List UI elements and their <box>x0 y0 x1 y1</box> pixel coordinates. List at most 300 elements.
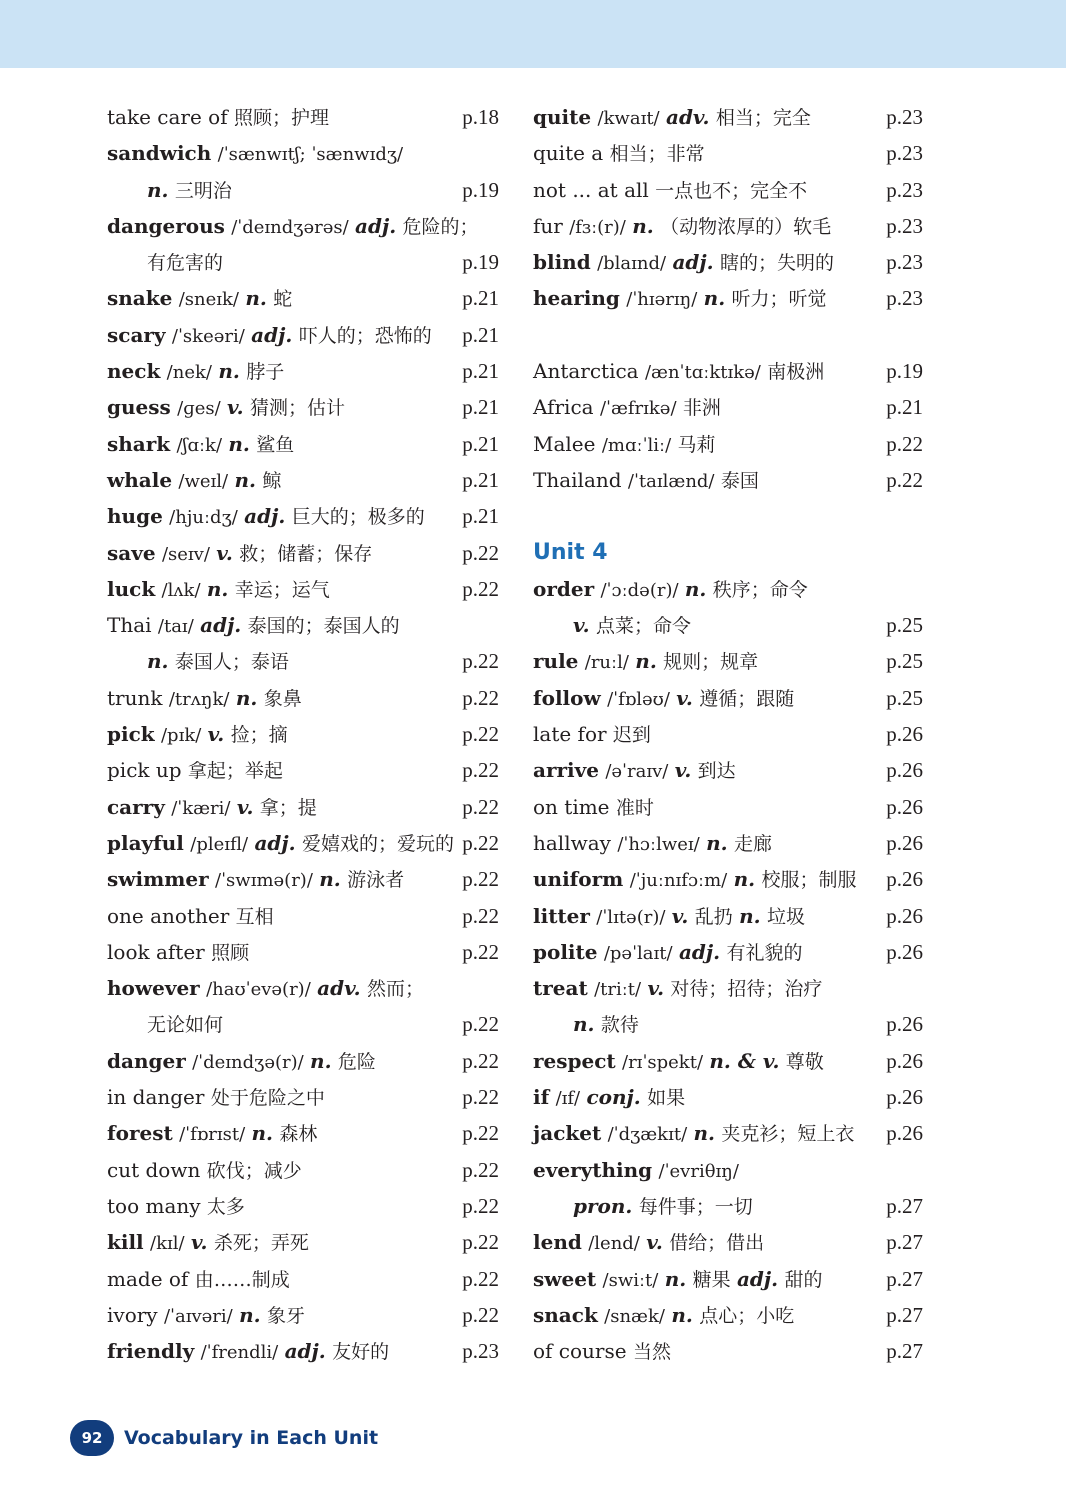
page-reference: p.23 <box>886 141 923 166</box>
page-reference: p.19 <box>462 250 499 275</box>
chinese-meaning: 无论如何 <box>147 1014 224 1037</box>
phonetic: /sneɪk/ <box>178 289 239 311</box>
vocab-entry <box>107 861 499 897</box>
part-of-speech: n. <box>245 286 267 311</box>
entry-text <box>107 498 425 536</box>
headword: fur <box>533 213 563 238</box>
chinese-meaning: 猜测；估计 <box>249 397 345 420</box>
page-reference: p.22 <box>462 830 499 855</box>
page-reference: p.26 <box>886 939 923 964</box>
part-of-speech: n. <box>228 431 250 456</box>
chinese-meaning: 有危害的 <box>147 252 224 275</box>
vocab-entry <box>107 571 499 607</box>
part-of-speech: n. <box>310 1048 332 1073</box>
page-reference: p.22 <box>462 649 499 674</box>
page-reference: p.21 <box>462 504 499 529</box>
phonetic: /snæk/ <box>604 1305 665 1327</box>
headword: neck <box>107 359 161 384</box>
page-reference: p.18 <box>462 105 499 129</box>
vocab-entry <box>107 1224 499 1260</box>
entry-text <box>533 861 856 899</box>
entry-text <box>107 898 274 935</box>
part-of-speech: n. <box>239 1302 261 1327</box>
headword: Africa <box>533 395 594 420</box>
vocab-entry <box>533 1224 923 1260</box>
entry-text <box>533 825 772 863</box>
part-of-speech: adv. <box>317 976 361 1001</box>
page-reference: p.21 <box>462 286 499 311</box>
vocab-entry <box>107 426 499 462</box>
entry-text <box>533 426 716 464</box>
vocab-entry <box>107 789 499 825</box>
chinese-meaning: 有礼貌的 <box>726 941 803 964</box>
vocab-entry <box>107 1079 499 1115</box>
headword: however <box>107 976 200 1001</box>
phonetic: /swiːt/ <box>602 1269 659 1291</box>
headword: Thai <box>107 613 152 638</box>
page-reference: p.23 <box>886 286 923 311</box>
chinese-meaning: 听力；听觉 <box>731 288 827 311</box>
part-of-speech: n. <box>206 576 229 601</box>
entry-text <box>107 825 454 863</box>
chinese-meaning: 瞎的；失明的 <box>719 252 834 275</box>
part-of-speech: n. & v. <box>709 1048 780 1073</box>
part-of-speech: n. <box>739 903 761 928</box>
headword: friendly <box>107 1339 195 1364</box>
part-of-speech: adj. <box>284 1339 326 1364</box>
chinese-meaning: 一点也不；完全不 <box>655 179 808 202</box>
phonetic: /ˈfrendli/ <box>200 1342 279 1364</box>
phonetic: /lʌk/ <box>161 579 201 601</box>
chinese-meaning: 借给；借出 <box>669 1232 765 1255</box>
headword: arrive <box>533 758 599 783</box>
phonetic: /ɡes/ <box>177 398 221 420</box>
phonetic: /ˈsænwɪtʃ; ˈsænwɪdʒ/ <box>217 144 404 166</box>
vocab-entry <box>533 898 923 934</box>
vocab-entry <box>533 208 923 244</box>
phonetic: /ˈdeɪndʒərəs/ <box>231 216 349 238</box>
part-of-speech: n. <box>234 467 256 492</box>
entry-text <box>533 280 827 318</box>
entry-text <box>147 172 232 209</box>
page-reference: p.22 <box>462 1302 499 1327</box>
chinese-meaning: 拿起；举起 <box>187 760 283 783</box>
vocab-entry <box>107 1152 499 1188</box>
chinese-meaning: 巨大的；极多的 <box>291 506 425 529</box>
page-reference: p.23 <box>886 177 923 202</box>
page-reference: p.22 <box>462 576 499 601</box>
part-of-speech: n. <box>671 1302 693 1327</box>
chinese-meaning: 泰国人；泰语 <box>174 651 289 674</box>
entry-text <box>573 1006 639 1043</box>
headword: jacket <box>533 1121 602 1146</box>
vocab-entry <box>533 426 923 462</box>
entry-text <box>107 789 317 827</box>
part-of-speech: n. <box>235 685 258 710</box>
page-reference: p.26 <box>886 830 923 855</box>
chinese-meaning: 森林 <box>279 1123 318 1146</box>
entry-text <box>107 1224 309 1262</box>
part-of-speech: n. <box>147 649 169 674</box>
phonetic: /rɪˈspekt/ <box>622 1051 704 1073</box>
part-of-speech: n. <box>706 830 728 855</box>
entry-text <box>533 1152 739 1190</box>
entry-text <box>107 1297 305 1335</box>
page-reference: p.26 <box>886 1012 923 1037</box>
entry-text <box>533 99 811 137</box>
entry-text <box>533 1333 671 1370</box>
page-reference: p.22 <box>462 685 499 710</box>
headword: playful <box>107 830 184 855</box>
entry-text <box>107 426 294 464</box>
chinese-meaning: 秩序；命令 <box>712 578 808 601</box>
chinese-meaning: 准时 <box>615 796 654 819</box>
vocab-entry <box>533 244 923 280</box>
headword: hearing <box>533 286 620 311</box>
chinese-meaning: 危险的； <box>402 215 479 238</box>
page-reference: p.23 <box>462 1339 499 1364</box>
chinese-meaning: 迟到 <box>612 724 651 747</box>
part-of-speech: v. <box>646 1230 663 1255</box>
entry-text <box>533 789 654 826</box>
vocab-entry <box>533 1006 923 1042</box>
chinese-meaning: 三明治 <box>174 179 232 202</box>
headword: litter <box>533 903 590 928</box>
chinese-meaning: 相当；非常 <box>609 143 705 166</box>
vocab-entry <box>107 498 499 534</box>
headword: scary <box>107 322 166 347</box>
part-of-speech: n. <box>703 286 726 311</box>
headword: luck <box>107 576 156 601</box>
chinese-meaning: 鲸 <box>262 469 282 492</box>
part-of-speech: n. <box>319 867 341 892</box>
headword: snake <box>107 286 173 311</box>
phonetic: /əˈraɪv/ <box>605 761 669 783</box>
chinese-meaning: 脖子 <box>246 361 285 384</box>
vocab-entry <box>107 135 499 171</box>
phonetic: /pɪk/ <box>160 725 202 747</box>
phonetic: /ruːl/ <box>584 652 629 674</box>
phonetic: /ˈaɪvəri/ <box>163 1305 233 1327</box>
entry-text <box>107 317 432 355</box>
vocab-entry <box>533 353 923 389</box>
vocab-entry <box>107 99 499 135</box>
chinese-meaning: 相当；完全 <box>715 107 811 129</box>
chinese-meaning: 到达 <box>697 760 736 783</box>
chinese-meaning: 尊敬 <box>785 1050 824 1073</box>
chinese-meaning: 校服；制服 <box>761 869 857 892</box>
part-of-speech: adj. <box>254 830 296 855</box>
phonetic: /ˈfɒrɪst/ <box>179 1124 246 1146</box>
page-reference: p.22 <box>462 1085 499 1110</box>
headword: treat <box>533 976 588 1001</box>
part-of-speech: v. <box>190 1230 208 1255</box>
entry-text <box>107 535 372 573</box>
part-of-speech: adj. <box>736 1266 779 1291</box>
phonetic: /ɪf/ <box>555 1088 581 1110</box>
entry-text <box>573 1188 753 1225</box>
entry-text <box>107 462 281 500</box>
headword: shark <box>107 431 171 456</box>
headword: everything <box>533 1157 653 1182</box>
entry-text <box>107 1261 290 1298</box>
chinese-meaning: 照顾；护理 <box>233 107 329 129</box>
entry-text <box>533 462 759 500</box>
phonetic: /ˈdʒækɪt/ <box>607 1124 688 1146</box>
chinese-meaning: 如果 <box>647 1087 686 1110</box>
headword: polite <box>533 939 598 964</box>
page-reference: p.26 <box>886 1048 923 1073</box>
chinese-meaning: 南极洲 <box>767 361 825 384</box>
headword: lend <box>533 1230 582 1255</box>
headword: sweet <box>533 1266 597 1291</box>
headword: quite <box>533 105 592 129</box>
part-of-speech: n. <box>251 1121 274 1146</box>
vocab-entry <box>533 1333 923 1369</box>
vocab-entry <box>533 1079 923 1115</box>
part-of-speech: n. <box>664 1266 687 1291</box>
headword: pick up <box>107 758 182 783</box>
entry-text <box>533 1079 685 1117</box>
phonetic: /ˈlɪtə(r)/ <box>596 906 666 928</box>
page-reference: p.22 <box>886 467 923 492</box>
page-reference: p.22 <box>462 758 499 783</box>
entry-text <box>533 244 834 282</box>
chinese-meaning: 泰国 <box>720 469 759 492</box>
phonetic: /trʌŋk/ <box>168 688 230 710</box>
headword: order <box>533 576 595 601</box>
headword: uniform <box>533 867 624 892</box>
vocab-entry <box>533 1261 923 1297</box>
chinese-meaning: 友好的 <box>332 1341 390 1364</box>
chinese-meaning: 马莉 <box>677 433 716 456</box>
chinese-meaning: 蛇 <box>273 288 293 311</box>
entry-text <box>533 1297 794 1335</box>
headword: kill <box>107 1230 144 1255</box>
vocab-entry <box>533 571 923 607</box>
headword: sandwich <box>107 141 212 166</box>
vocab-entry <box>107 1043 499 1079</box>
phonetic: /lend/ <box>588 1233 640 1255</box>
phonetic: /kɪl/ <box>150 1233 185 1255</box>
phonetic: /hjuːdʒ/ <box>169 507 238 529</box>
entry-text <box>147 244 223 281</box>
phonetic: /ˈjuːnɪfɔːm/ <box>629 870 728 892</box>
vocab-entry <box>533 1297 923 1333</box>
page-reference: p.22 <box>462 1266 499 1291</box>
chinese-meaning: 点心；小吃 <box>699 1304 795 1327</box>
entry-text <box>107 389 345 427</box>
chinese-meaning: 非洲 <box>682 397 721 420</box>
vocab-entry <box>107 752 499 788</box>
page-reference: p.22 <box>462 1157 499 1182</box>
page-reference: p.22 <box>462 540 499 565</box>
headword: too many <box>107 1193 201 1218</box>
chinese-meaning: 太多 <box>206 1195 245 1218</box>
headword: cut down <box>107 1157 201 1182</box>
top-color-band <box>0 0 1066 68</box>
headword: hallway <box>533 830 611 855</box>
phonetic: /ˈskeəri/ <box>171 325 245 347</box>
phonetic: /ˈtaɪlænd/ <box>627 470 715 492</box>
chinese-meaning: 夹克衫；短上衣 <box>721 1123 855 1146</box>
footer-title: Vocabulary in Each Unit <box>124 1427 379 1449</box>
chinese-meaning: 危险 <box>337 1050 376 1073</box>
entry-text <box>533 934 802 972</box>
page-reference: p.23 <box>886 105 923 129</box>
left-vocabulary-column <box>107 99 499 1369</box>
headword: guess <box>107 395 171 420</box>
chinese-meaning: 点菜；命令 <box>595 615 691 638</box>
chinese-meaning: 乱扔 <box>694 905 733 928</box>
headword: blind <box>533 250 591 275</box>
vocab-entry <box>533 970 923 1006</box>
chinese-meaning: 糖果 <box>692 1268 731 1291</box>
part-of-speech: v. <box>207 722 225 747</box>
phonetic: /ˈswɪmə(r)/ <box>215 870 313 892</box>
page-reference: p.26 <box>886 867 923 892</box>
headword: of course <box>533 1339 627 1364</box>
vocab-entry <box>533 752 923 788</box>
chinese-meaning: 互相 <box>235 905 274 928</box>
part-of-speech: n. <box>632 213 654 238</box>
part-of-speech: adj. <box>244 504 286 529</box>
entry-text <box>107 934 249 971</box>
page-reference: p.27 <box>886 1339 923 1364</box>
vocab-entry <box>533 1188 923 1224</box>
vocab-entry <box>107 1115 499 1151</box>
part-of-speech: n. <box>573 1012 595 1037</box>
entry-text <box>573 607 691 644</box>
vocab-entry <box>107 898 499 934</box>
headword: snack <box>533 1302 598 1327</box>
phonetic: /taɪ/ <box>157 616 194 638</box>
headword: Antarctica <box>533 359 639 384</box>
section-spacer <box>533 498 923 534</box>
vocab-entry <box>107 825 499 861</box>
headword: Thailand <box>533 467 622 492</box>
vocab-entry <box>107 680 499 716</box>
vocab-entry <box>107 1297 499 1333</box>
phonetic: /kwaɪt/ <box>597 108 660 129</box>
headword: forest <box>107 1121 173 1146</box>
headword: made of <box>107 1266 189 1291</box>
page-reference: p.25 <box>886 649 923 674</box>
entry-text <box>107 353 284 391</box>
entry-text <box>533 898 805 936</box>
headword: huge <box>107 504 163 529</box>
vocab-entry <box>107 208 499 244</box>
entry-text <box>107 1152 302 1189</box>
entry-text <box>107 208 479 246</box>
chinese-meaning: 照顾 <box>211 941 250 964</box>
vocab-entry <box>107 716 499 752</box>
part-of-speech: adv. <box>665 105 710 129</box>
page-reference: p.22 <box>462 1048 499 1073</box>
chinese-meaning: 走廊 <box>733 832 772 855</box>
vocab-entry <box>533 1115 923 1151</box>
page-reference: p.22 <box>462 867 499 892</box>
headword: look after <box>107 939 205 964</box>
phonetic: /ˈfɒləʊ/ <box>607 688 670 710</box>
part-of-speech: v. <box>236 794 254 819</box>
entry-text <box>147 643 289 680</box>
entry-text <box>107 280 292 318</box>
chinese-meaning: 象牙 <box>266 1304 305 1327</box>
page-reference: p.23 <box>886 250 923 275</box>
part-of-speech: n. <box>693 1121 716 1146</box>
chinese-meaning: 当然 <box>632 1341 671 1364</box>
entry-text <box>533 353 824 391</box>
phonetic: /ˈkæri/ <box>171 797 231 819</box>
vocab-entry <box>107 244 499 280</box>
entry-text <box>533 716 651 753</box>
page-reference: p.19 <box>886 359 923 384</box>
headword: save <box>107 540 156 565</box>
entry-text <box>107 861 404 899</box>
part-of-speech: n. <box>635 649 657 674</box>
page-reference: p.22 <box>462 1012 499 1037</box>
chinese-meaning: 遵循；跟随 <box>699 687 795 710</box>
entry-text <box>107 1333 389 1371</box>
entry-text <box>533 208 831 246</box>
right-vocabulary-column <box>533 99 923 1369</box>
page-reference: p.26 <box>886 903 923 928</box>
entry-text <box>107 99 329 136</box>
entry-text <box>533 135 705 172</box>
phonetic: /ˈhɔːlweɪ/ <box>617 833 700 855</box>
part-of-speech: n. <box>733 867 756 892</box>
vocab-entry <box>107 280 499 316</box>
part-of-speech: n. <box>684 576 707 601</box>
vocab-entry <box>533 280 923 316</box>
page-reference: p.22 <box>462 1230 499 1255</box>
chinese-meaning: 鲨鱼 <box>256 433 295 456</box>
phonetic: /ˈɔːdə(r)/ <box>600 579 679 601</box>
part-of-speech: adj. <box>200 613 242 638</box>
page-reference: p.21 <box>462 322 499 347</box>
entry-text <box>533 680 794 718</box>
entry-text <box>107 752 283 789</box>
page-reference: p.21 <box>462 467 499 492</box>
chinese-meaning: 爱嬉戏的；爱玩的 <box>301 832 454 855</box>
page-reference: p.22 <box>462 903 499 928</box>
phonetic: /pəˈlaɪt/ <box>603 942 673 964</box>
page-reference: p.21 <box>462 431 499 456</box>
vocab-entry <box>107 643 499 679</box>
entry-text <box>533 571 808 609</box>
entry-text <box>107 1188 245 1225</box>
headword: ivory <box>107 1302 158 1327</box>
phonetic: /mɑːˈliː/ <box>601 434 672 456</box>
chinese-meaning: 对待；招待；治疗 <box>670 978 823 1001</box>
vocab-entry <box>107 353 499 389</box>
vocab-entry <box>533 825 923 861</box>
entry-text <box>107 607 400 645</box>
chinese-meaning: 泰国的；泰国人的 <box>247 615 400 638</box>
page-reference: p.21 <box>462 359 499 384</box>
page-reference: p.26 <box>886 1085 923 1110</box>
part-of-speech: pron. <box>573 1193 633 1218</box>
page-reference: p.22 <box>462 939 499 964</box>
headword: quite a <box>533 141 604 166</box>
part-of-speech: n. <box>218 359 240 384</box>
page-reference: p.22 <box>462 1121 499 1146</box>
entry-text <box>107 970 424 1008</box>
phonetic: /triːt/ <box>594 979 642 1001</box>
page-reference: p.27 <box>886 1230 923 1255</box>
entry-text <box>533 1224 764 1262</box>
